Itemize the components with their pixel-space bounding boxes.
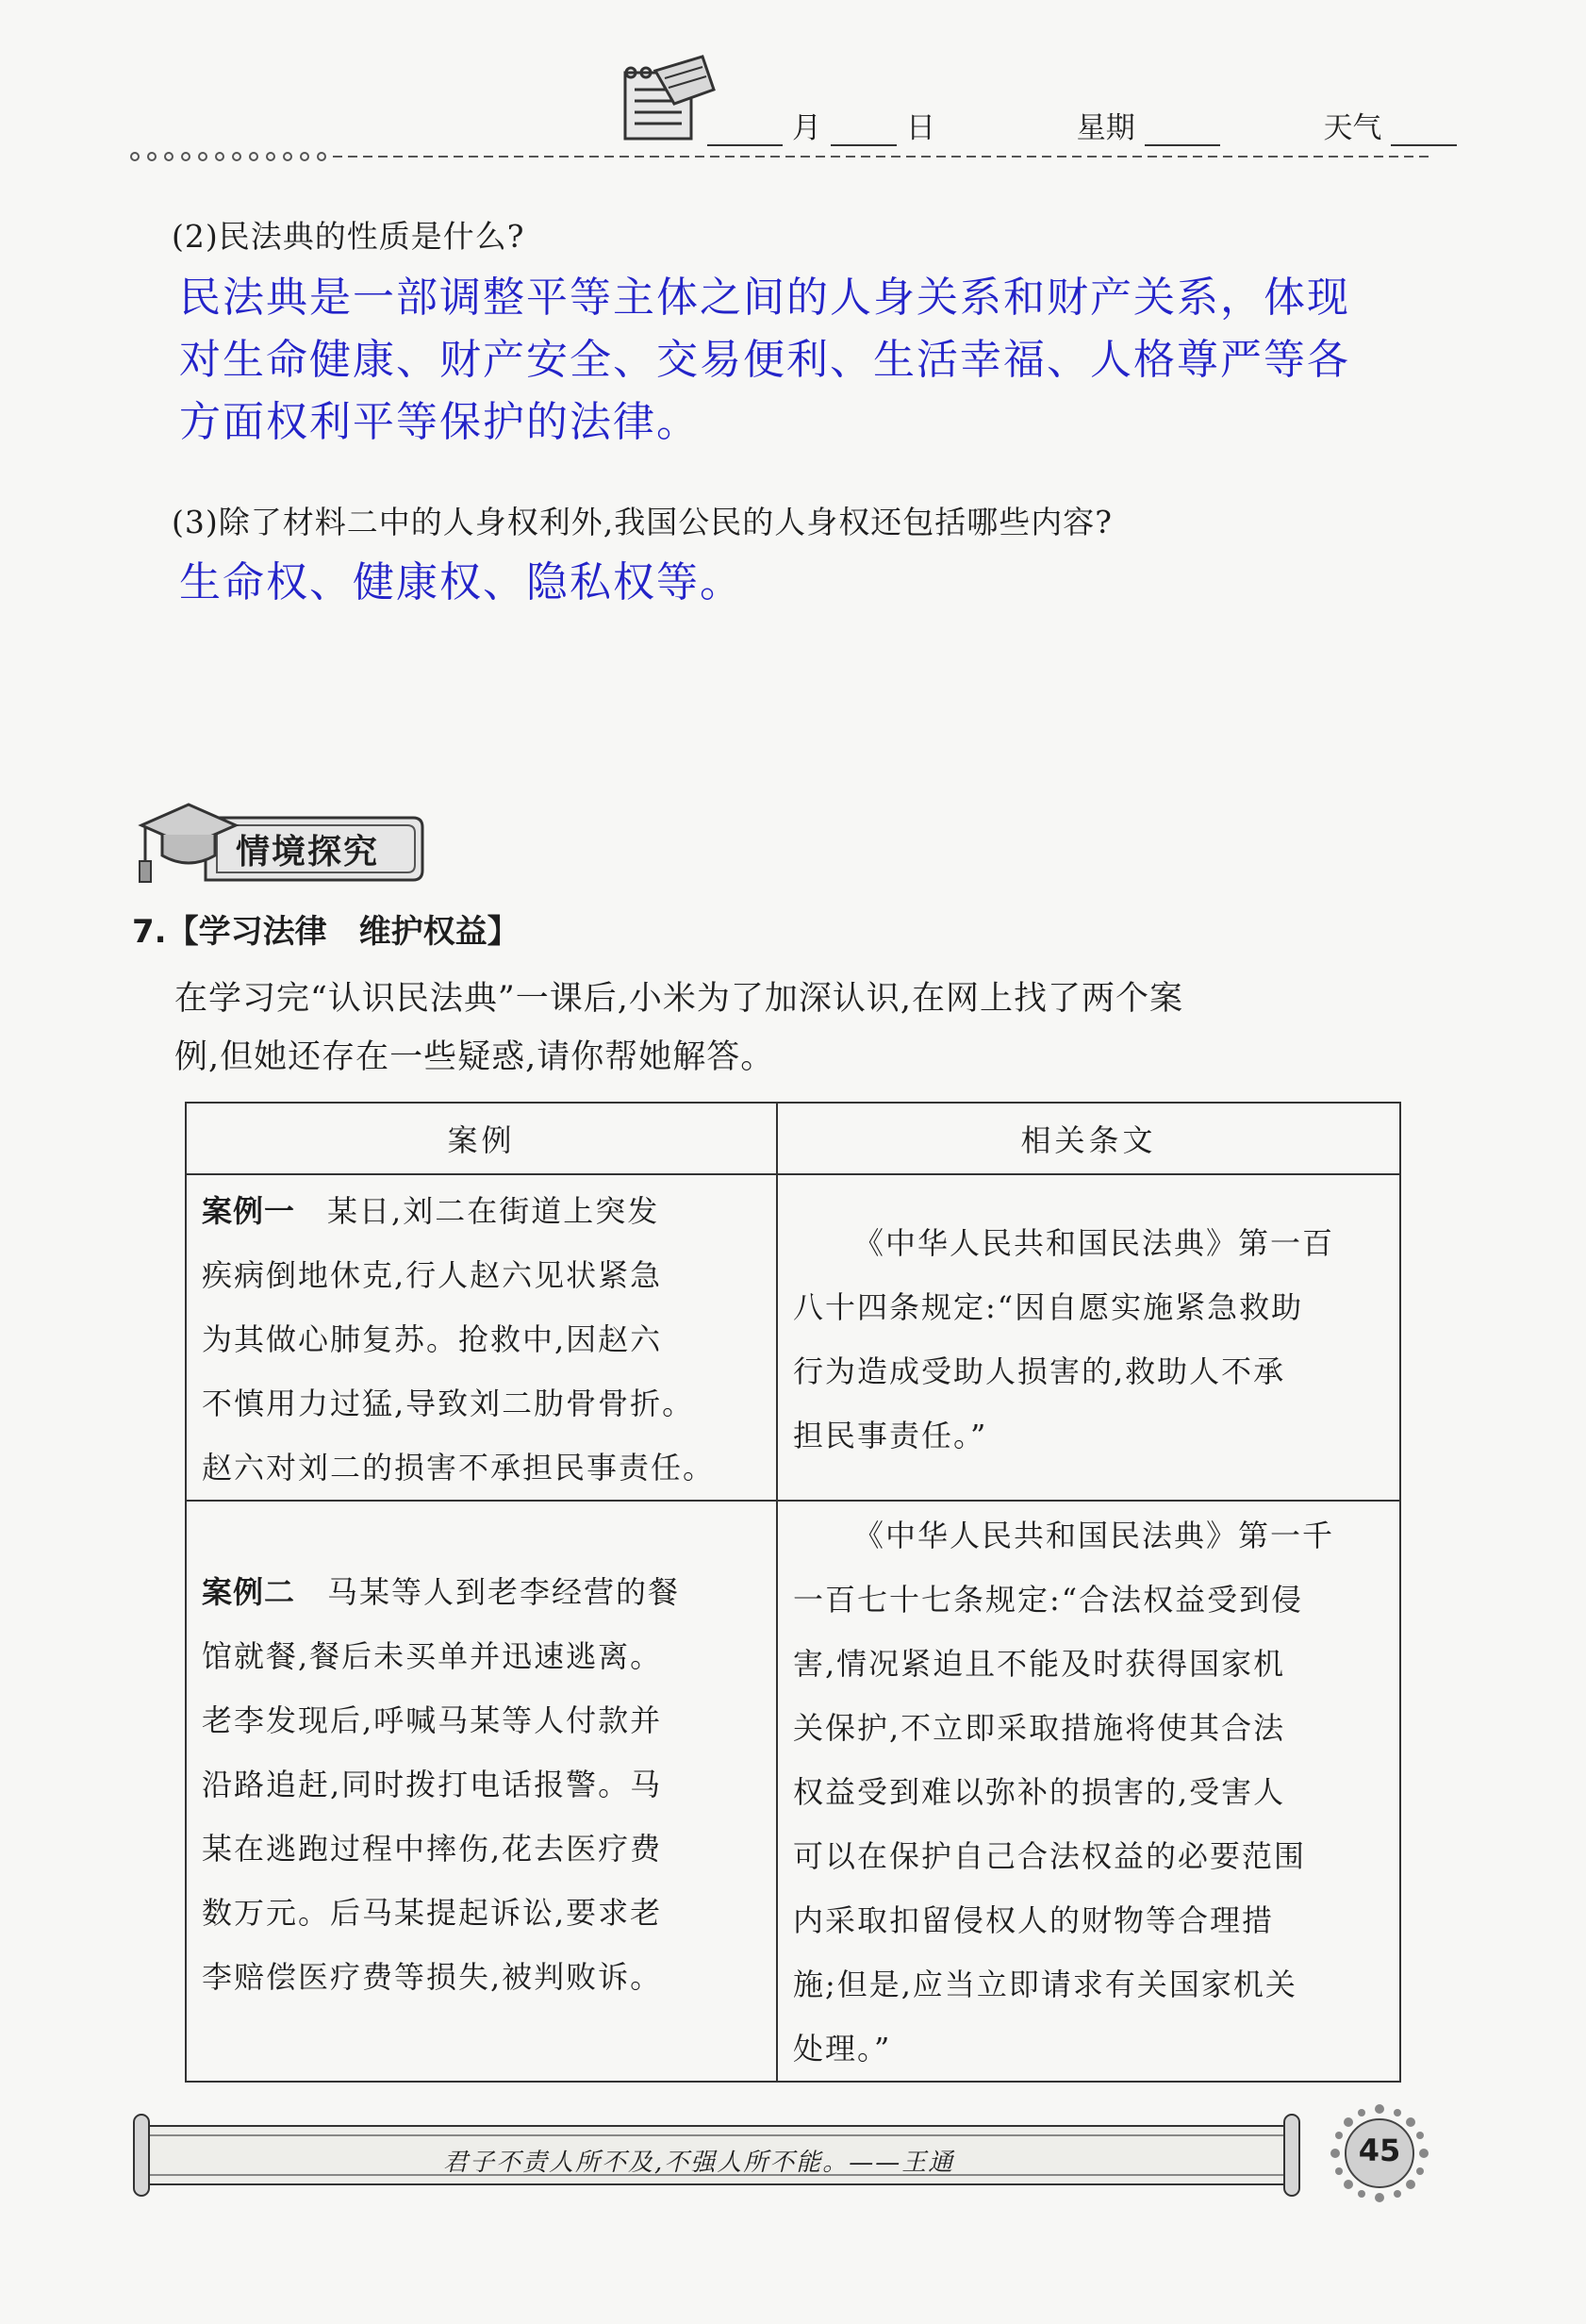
table-row	[186, 1174, 1400, 1501]
case-text: 李赔偿医疗费等损失,被判败诉。	[202, 1959, 663, 1995]
question-2-answer	[179, 267, 1424, 454]
case-text: 数万元。后马某提起诉讼,要求老	[202, 1895, 663, 1931]
answer-line: 方面权利平等保护的法律。	[179, 398, 700, 446]
case-2-label: 案例二	[202, 1574, 296, 1610]
law-text: 内采取扣留侵权人的财物等合理措	[792, 1902, 1274, 1938]
law-text: 八十四条规定:“因自愿实施紧急救助	[792, 1289, 1304, 1325]
law-text: 一百七十七条规定:“合法权益受到侵	[792, 1582, 1304, 1618]
law-text: 害,情况紧迫且不能及时获得国家机	[792, 1646, 1286, 1682]
section-badge-label: 情境探究	[236, 833, 380, 872]
item-7-intro-line-2	[174, 1031, 774, 1078]
day-label: 日	[906, 111, 935, 145]
question-3-answer: 生命权、健康权、隐私权等。	[179, 558, 743, 606]
case-text: 赵六对刘二的损害不承担民事责任。	[202, 1450, 716, 1486]
law-text: 关保护,不立即采取措施将使其合法	[792, 1710, 1286, 1746]
question-2-prompt: (2)民法典的性质是什么?	[172, 218, 525, 255]
law-text: 担民事责任。”	[792, 1418, 988, 1453]
case-1-label: 案例一	[202, 1193, 296, 1229]
section-badge	[132, 797, 424, 891]
item-7-intro-line-1: 在学习完“认识民法典”一课后,小米为了加深认识,在网上找了两个案	[174, 980, 1184, 1018]
law-2-cell	[777, 1501, 1400, 2082]
case-2-line	[202, 1560, 761, 1624]
notebook-icon	[608, 52, 721, 146]
header-divider	[127, 151, 1429, 162]
law-text: 可以在保护自己合法权益的必要范围	[792, 1838, 1306, 1874]
item-7-intro-line-2-text: 例,但她还存在一些疑惑,请你帮她解答。	[174, 1038, 775, 1076]
month-blank[interactable]	[707, 107, 783, 146]
case-2-cell	[186, 1501, 777, 2082]
law-text: 《中华人民共和国民法典》第一千	[852, 1518, 1334, 1553]
law-text: 权益受到难以弥补的损害的,受害人	[792, 1774, 1286, 1810]
table-header-row	[186, 1103, 1400, 1174]
case-text: 不慎用力过猛,导致刘二肋骨骨折。	[202, 1386, 695, 1421]
case-text: 某日,刘二在街道上突发	[327, 1193, 660, 1229]
case-table	[185, 1102, 1401, 2083]
case-text: 沿路追赶,同时拨打电话报警。马	[202, 1767, 663, 1802]
footer-quote: 君子不责人所不及,不强人所不能。——王通	[443, 2149, 955, 2177]
case-text: 疾病倒地休克,行人赵六见状紧急	[202, 1257, 663, 1293]
header-case: 案例	[186, 1103, 777, 1174]
month-label: 月	[792, 111, 821, 145]
answer-line: 对生命健康、财产安全、交易便利、生活幸福、人格尊严等各	[179, 336, 1350, 384]
page-number: 45	[1358, 2133, 1401, 2168]
weather-label: 天气	[1323, 111, 1382, 145]
case-text: 为其做心肺复苏。抢救中,因赵六	[202, 1321, 663, 1357]
case-1-line	[202, 1179, 761, 1243]
weather-blank[interactable]	[1391, 107, 1457, 146]
week-blank[interactable]	[1145, 107, 1220, 146]
case-text: 某在逃跑过程中摔伤,花去医疗费	[202, 1831, 663, 1867]
law-text: 处理。”	[792, 2031, 892, 2067]
table-row	[186, 1501, 1400, 2082]
answer-line: 民法典是一部调整平等主体之间的人身关系和财产关系，体现	[179, 274, 1350, 322]
case-text: 马某等人到老李经营的餐	[327, 1574, 681, 1610]
case-text: 馆就餐,餐后未买单并迅速逃离。	[202, 1638, 663, 1674]
week-label: 星期	[1076, 111, 1135, 145]
question-3-prompt: (3)除了材料二中的人身权利外,我国公民的人身权还包括哪些内容?	[172, 504, 1113, 540]
case-text: 老李发现后,呼喊马某等人付款并	[202, 1702, 663, 1738]
item-7-title: 7.【学习法律 维护权益】	[132, 913, 520, 951]
case-1-cell	[186, 1174, 777, 1501]
header-law: 相关条文	[777, 1103, 1400, 1174]
law-1-cell	[777, 1174, 1400, 1501]
law-text: 《中华人民共和国民法典》第一百	[852, 1225, 1334, 1261]
day-blank[interactable]	[831, 107, 897, 146]
law-text: 施;但是,应当立即请求有关国家机关	[792, 1967, 1297, 2002]
law-text: 行为造成受助人损害的,救助人不承	[792, 1353, 1286, 1389]
